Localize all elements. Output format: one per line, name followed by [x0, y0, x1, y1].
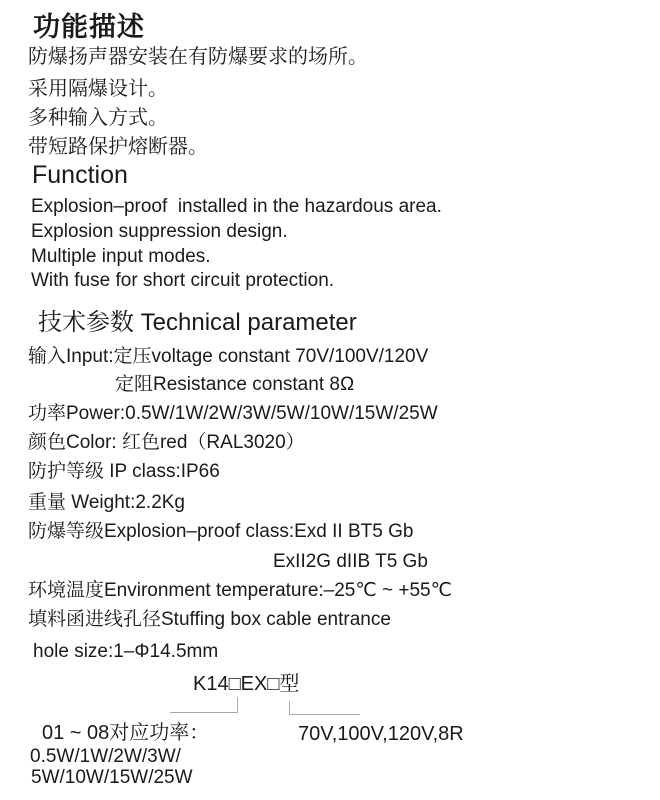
feature-line-en: Explosion suppression design.: [31, 221, 288, 242]
spec-line-input: 输入Input:定压voltage constant 70V/100V/120V: [28, 346, 429, 367]
power-note-line: 5W/10W/15W/25W: [31, 767, 193, 788]
leader-line-right: [289, 701, 360, 715]
feature-line-cn: 防爆扬声器安装在有防爆要求的场所。: [28, 46, 368, 68]
leader-line-left: [170, 697, 238, 713]
function-heading-en: Function: [32, 161, 128, 189]
feature-line-cn: 多种输入方式。: [28, 107, 168, 129]
feature-line-cn: 采用隔爆设计。: [28, 78, 168, 100]
spec-line-stuffing-box: 填料函进线孔径Stuffing box cable entrance: [28, 609, 391, 630]
function-description-heading-cn: 功能描述: [33, 12, 145, 42]
spec-line-explosion-class-2: ExII2G dIIB T5 Gb: [273, 551, 428, 572]
power-note-line: 0.5W/1W/2W/3W/: [30, 746, 181, 767]
feature-line-en: Multiple input modes.: [31, 246, 211, 267]
feature-line-en: Explosion–proof installed in the hazardous area.: [31, 196, 442, 217]
spec-line-input-resistance: 定阻Resistance constant 8Ω: [115, 374, 355, 395]
spec-line-hole-size: hole size:1–Φ14.5mm: [33, 641, 219, 662]
power-note-title: 01 ~ 08对应功率：: [42, 722, 210, 744]
spec-line-weight: 重量 Weight:2.2Kg: [28, 492, 186, 513]
technical-parameter-heading: 技术参数 Technical parameter: [38, 309, 357, 336]
spec-line-ip-class: 防护等级 IP class:IP66: [28, 461, 220, 482]
spec-line-explosion-class: 防爆等级Explosion–proof class:Exd II BT5 Gb: [28, 521, 414, 542]
spec-line-environment-temperature: 环境温度Environment temperature:–25℃ ~ +55℃: [28, 580, 452, 601]
voltage-note: 70V,100V,120V,8R: [298, 723, 464, 745]
feature-line-en: With fuse for short circuit protection.: [31, 270, 335, 291]
spec-line-power: 功率Power:0.5W/1W/2W/3W/5W/10W/15W/25W: [28, 403, 438, 424]
spec-line-color: 颜色Color: 红色red（RAL3020）: [28, 432, 305, 453]
feature-line-cn: 带短路保护熔断器。: [28, 136, 208, 158]
model-code: K14□EX□型: [193, 673, 300, 695]
